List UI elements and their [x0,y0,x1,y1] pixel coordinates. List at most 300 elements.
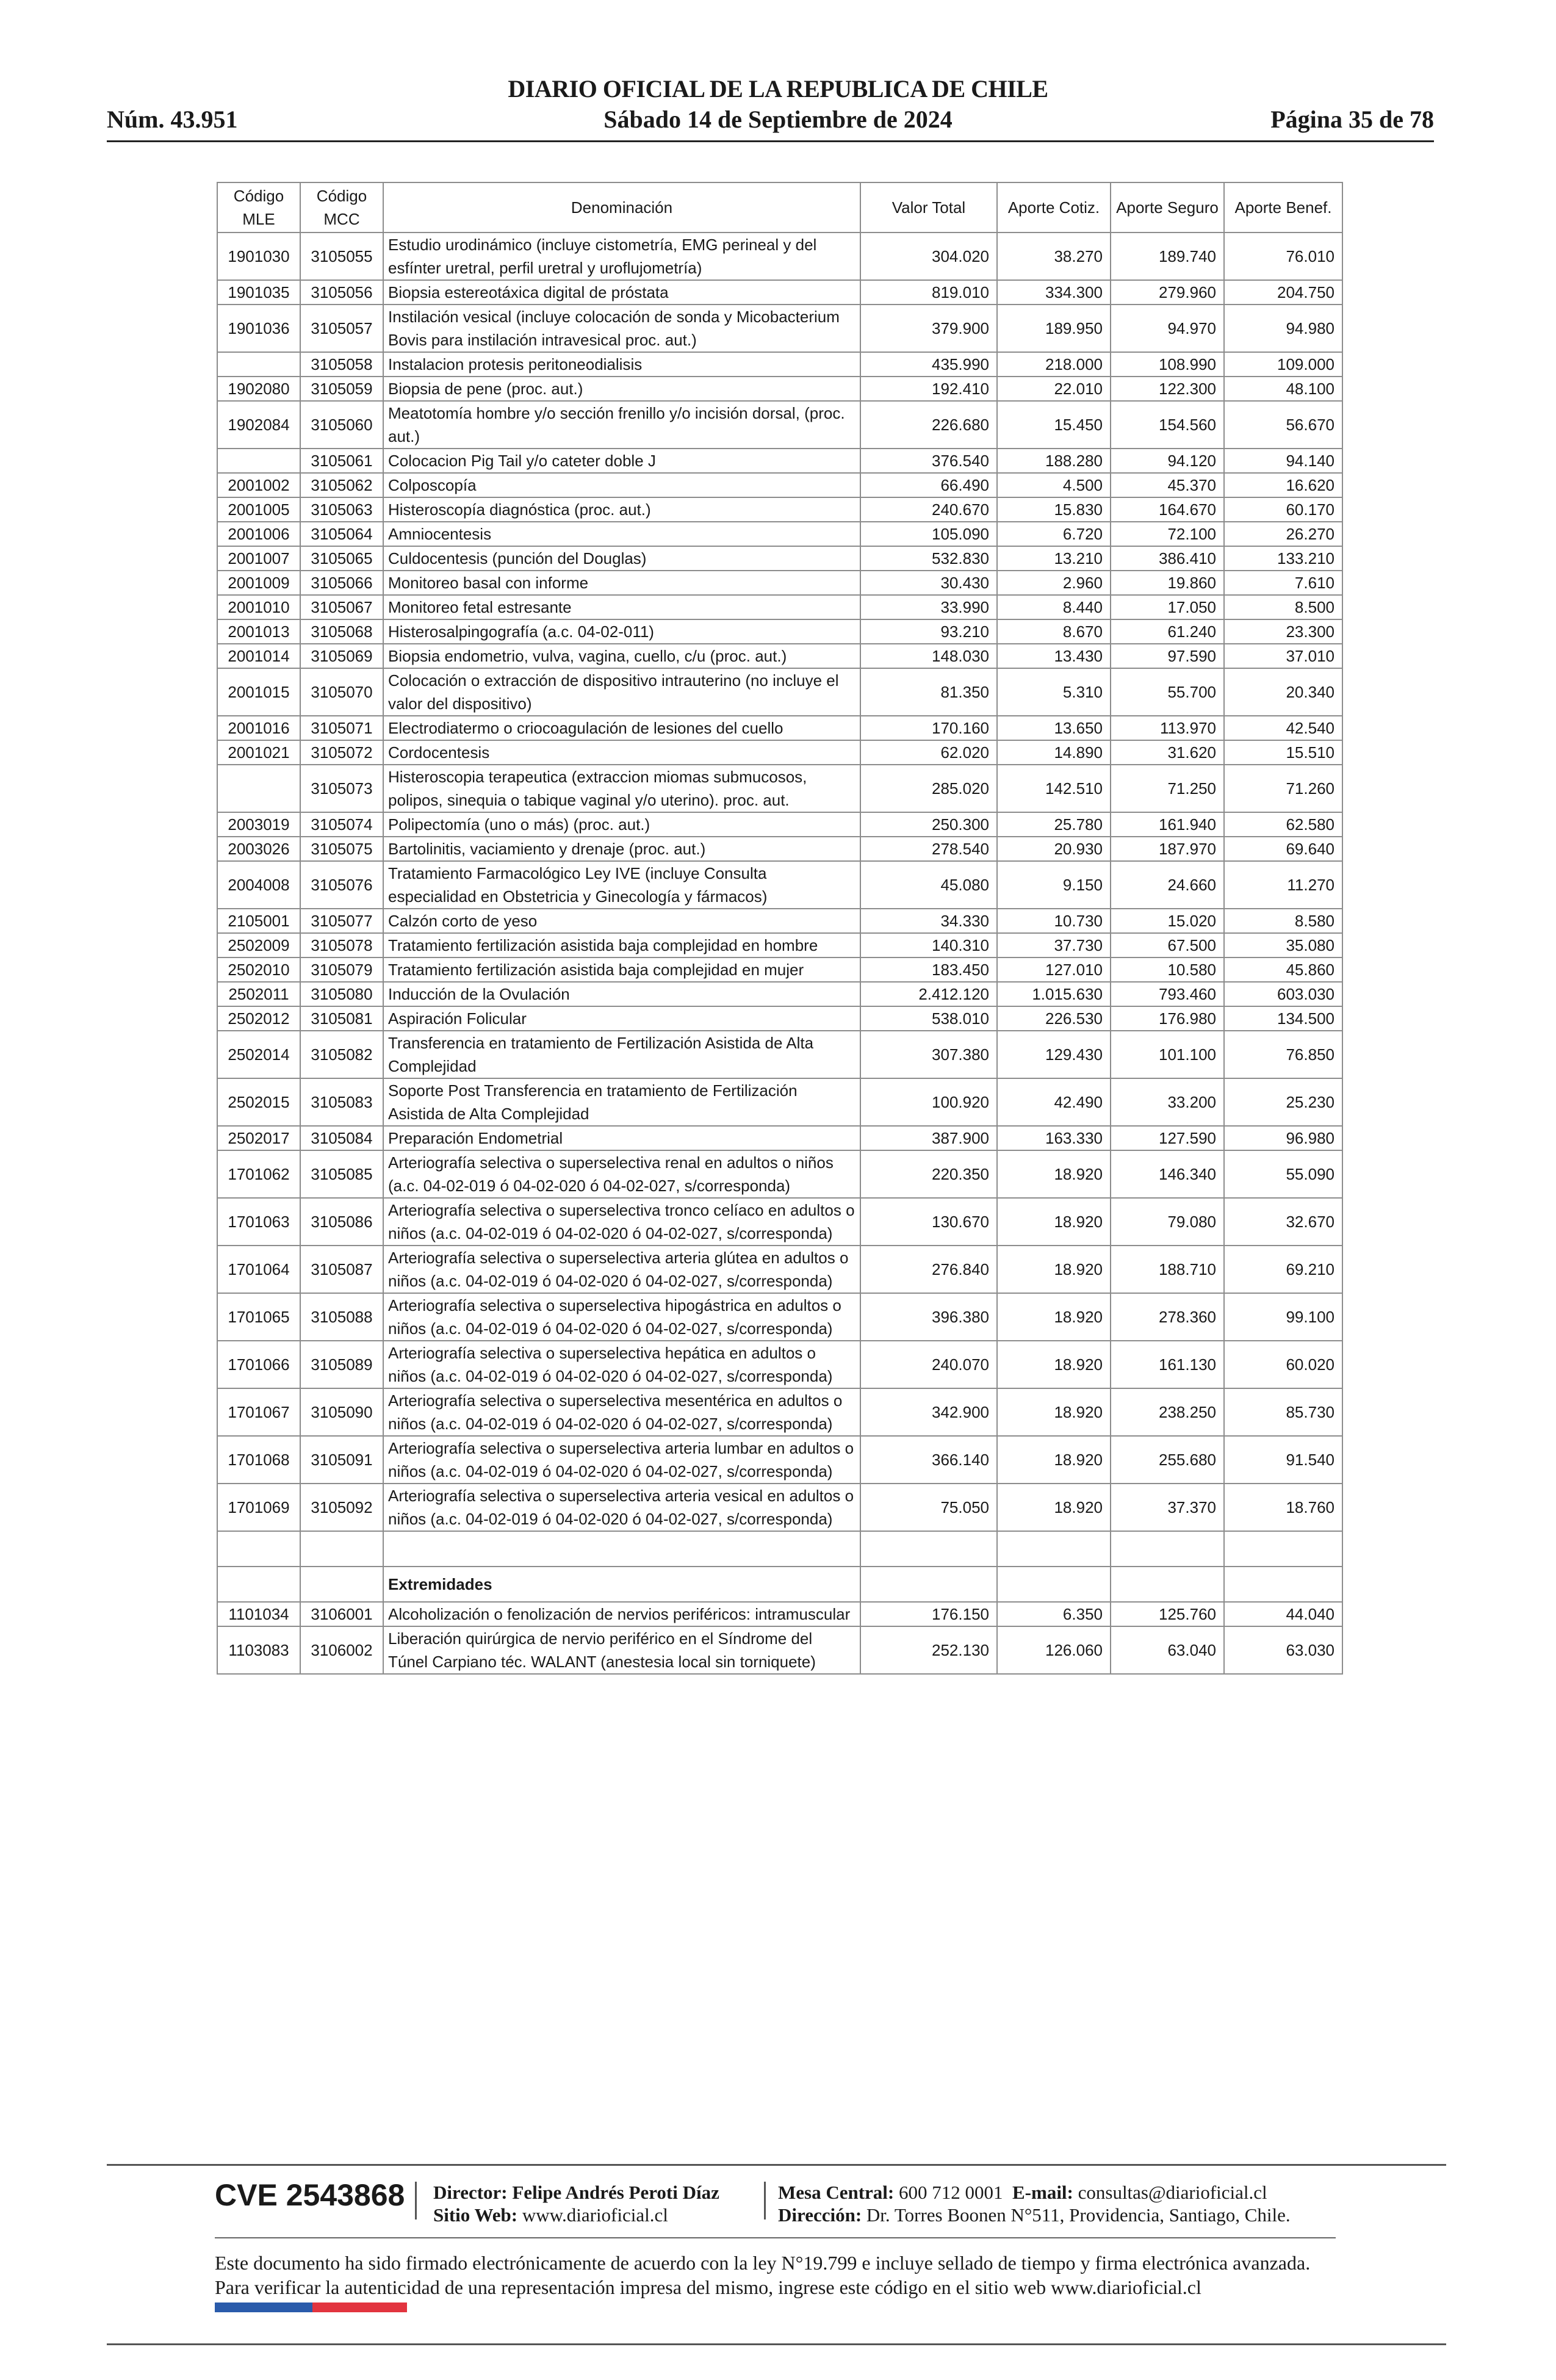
cell-aporte-benef: 62.580 [1224,812,1342,837]
cell-codigo-mcc: 3105083 [300,1078,383,1126]
cell-denominacion: Calzón corto de yeso [383,909,860,933]
cell-aporte-seguro: 164.670 [1111,497,1224,522]
cell-aporte-seguro: 63.040 [1111,1626,1224,1674]
contact-block [778,2181,1291,2226]
cell-aporte-seguro: 278.360 [1111,1293,1224,1341]
table-row [217,1246,1342,1293]
cell-aporte-cotiz: 18.920 [997,1150,1111,1198]
cell-aporte-benef: 42.540 [1224,716,1342,740]
cell-codigo-mcc: 3105068 [300,619,383,644]
empty-cell [1111,1531,1224,1567]
cell-valor-total: 250.300 [860,812,997,837]
cell-aporte-benef: 69.210 [1224,1246,1342,1293]
table-row [217,449,1342,473]
cell-codigo-mle: 2001021 [217,740,300,765]
cell-codigo-mle: 1701066 [217,1341,300,1388]
cell-denominacion: Arteriografía selectiva o superselectiva mesentérica en adultos o niños (a.c. 04-02-019 ó 04-02-020 ó 04-02-027, s/corresponda) [383,1388,860,1436]
cell-aporte-benef: 204.750 [1224,280,1342,305]
cell-denominacion: Estudio urodinámico (incluye cistometría, EMG perineal y del esfínter uretral, perfil uretral y uroflujometría) [383,233,860,280]
cell-aporte-seguro: 255.680 [1111,1436,1224,1484]
cell-codigo-mcc: 3105059 [300,377,383,401]
cell-aporte-cotiz: 18.920 [997,1293,1111,1341]
cell-aporte-benef: 76.850 [1224,1031,1342,1078]
header-aporte-benef: Aporte Benef. [1224,182,1342,233]
cell-codigo-mcc: 3105055 [300,233,383,280]
cell-aporte-cotiz: 1.015.630 [997,982,1111,1006]
cell-valor-total: 252.130 [860,1626,997,1674]
cell-aporte-cotiz: 18.920 [997,1484,1111,1531]
cell-valor-total: 226.680 [860,401,997,449]
cell-valor-total: 75.050 [860,1484,997,1531]
cell-aporte-cotiz: 15.830 [997,497,1111,522]
cell-valor-total: 33.990 [860,595,997,619]
header-valor-total: Valor Total [860,182,997,233]
cell-codigo-mle: 2001015 [217,668,300,716]
cell-aporte-benef: 94.140 [1224,449,1342,473]
cell-codigo-mcc: 3105064 [300,522,383,546]
cell-aporte-cotiz: 13.650 [997,716,1111,740]
table-header-row [217,182,1342,233]
cell-aporte-seguro: 97.590 [1111,644,1224,668]
cell-aporte-cotiz: 18.920 [997,1198,1111,1246]
cell-codigo-mle: 1901036 [217,305,300,352]
cell-aporte-benef: 56.670 [1224,401,1342,449]
cell-codigo-mle: 2001005 [217,497,300,522]
table-row [217,473,1342,497]
table-row [217,1126,1342,1150]
cell-aporte-cotiz: 20.930 [997,837,1111,861]
cell-aporte-benef: 76.010 [1224,233,1342,280]
mesa-label: Mesa Central: [778,2182,895,2203]
cell-valor-total: 34.330 [860,909,997,933]
cell-valor-total: 538.010 [860,1006,997,1031]
cell-codigo-mle: 1701064 [217,1246,300,1293]
cell-codigo-mle [217,352,300,377]
cell-aporte-benef: 26.270 [1224,522,1342,546]
cell-codigo-mle: 2001006 [217,522,300,546]
cell-valor-total: 100.920 [860,1078,997,1126]
cell-aporte-seguro: 188.710 [1111,1246,1224,1293]
cell-codigo-mle: 2001007 [217,546,300,571]
table-row [217,377,1342,401]
empty-cell [1224,1531,1342,1567]
cell-aporte-benef: 96.980 [1224,1126,1342,1150]
table-row [217,933,1342,957]
mesa-phone: 600 712 0001 [899,2182,1003,2203]
cell-aporte-cotiz: 15.450 [997,401,1111,449]
cell-aporte-benef: 20.340 [1224,668,1342,716]
table-row [217,765,1342,812]
table-row [217,1388,1342,1436]
cell-codigo-mle: 2001010 [217,595,300,619]
table-row [217,1150,1342,1198]
cell-valor-total: 379.900 [860,305,997,352]
cell-denominacion: Tratamiento fertilización asistida baja complejidad en hombre [383,933,860,957]
table-row [217,522,1342,546]
table-row [217,352,1342,377]
footer-divider-bottom [107,2343,1446,2345]
table-row [217,571,1342,595]
cell-aporte-cotiz: 2.960 [997,571,1111,595]
table-row [217,957,1342,982]
cell-codigo-mle: 1701068 [217,1436,300,1484]
cell-aporte-seguro: 108.990 [1111,352,1224,377]
cell-denominacion: Tratamiento Farmacológico Ley IVE (incluye Consulta especialidad en Obstetricia y Ginecología y fármacos) [383,861,860,909]
cell-valor-total: 62.020 [860,740,997,765]
cell-aporte-seguro: 187.970 [1111,837,1224,861]
table-row [217,1078,1342,1126]
cell-codigo-mle: 2001014 [217,644,300,668]
cell-aporte-cotiz: 22.010 [997,377,1111,401]
table-body [217,233,1342,1674]
cell-codigo-mle: 2001009 [217,571,300,595]
cell-denominacion: Arteriografía selectiva o superselectiva hipogástrica en adultos o niños (a.c. 04-02-019 ó 04-02-020 ó 04-02-027, s/corresponda) [383,1293,860,1341]
cell-codigo-mcc: 3105078 [300,933,383,957]
cell-aporte-benef: 94.980 [1224,305,1342,352]
cell-denominacion: Preparación Endometrial [383,1126,860,1150]
empty-cell [1224,1567,1342,1602]
cell-codigo-mcc: 3105081 [300,1006,383,1031]
cell-denominacion: Histeroscopia terapeutica (extraccion miomas submucosos, polipos, sinequia o tabique vaginal y/o uterino). proc. aut. [383,765,860,812]
cell-aporte-seguro: 45.370 [1111,473,1224,497]
cell-codigo-mle [217,449,300,473]
cell-codigo-mcc: 3105061 [300,449,383,473]
cell-valor-total: 93.210 [860,619,997,644]
table-row [217,305,1342,352]
cell-codigo-mcc: 3105090 [300,1388,383,1436]
cell-aporte-benef: 134.500 [1224,1006,1342,1031]
cell-aporte-seguro: 146.340 [1111,1150,1224,1198]
cell-aporte-seguro: 113.970 [1111,716,1224,740]
cell-valor-total: 170.160 [860,716,997,740]
cell-aporte-seguro: 94.120 [1111,449,1224,473]
cell-valor-total: 148.030 [860,644,997,668]
header-denominacion: Denominación [383,182,860,233]
cell-codigo-mle: 2003026 [217,837,300,861]
issue-date: Sábado 14 de Septiembre de 2024 [603,106,953,133]
empty-cell [997,1567,1111,1602]
cell-aporte-cotiz: 25.780 [997,812,1111,837]
cell-denominacion: Histeroscopía diagnóstica (proc. aut.) [383,497,860,522]
cell-codigo-mle: 2004008 [217,861,300,909]
cell-aporte-benef: 37.010 [1224,644,1342,668]
cell-valor-total: 45.080 [860,861,997,909]
cell-valor-total: 396.380 [860,1293,997,1341]
cell-aporte-cotiz: 6.720 [997,522,1111,546]
cell-aporte-seguro: 176.980 [1111,1006,1224,1031]
table-row [217,909,1342,933]
cell-codigo-mcc: 3105089 [300,1341,383,1388]
web-link[interactable]: www.diarioficial.cl [522,2204,668,2226]
cell-aporte-benef: 60.170 [1224,497,1342,522]
cell-aporte-cotiz: 334.300 [997,280,1111,305]
cell-denominacion: Arteriografía selectiva o superselectiva arteria glútea en adultos o niños (a.c. 04-02-019 ó 04-02-020 ó 04-02-027, s/corresponda) [383,1246,860,1293]
cell-denominacion: Bartolinitis, vaciamiento y drenaje (proc. aut.) [383,837,860,861]
empty-cell [860,1531,997,1567]
cell-codigo-mcc: 3105058 [300,352,383,377]
cell-aporte-benef: 23.300 [1224,619,1342,644]
cell-codigo-mle: 1701062 [217,1150,300,1198]
cell-aporte-seguro: 279.960 [1111,280,1224,305]
cell-aporte-seguro: 238.250 [1111,1388,1224,1436]
cell-aporte-seguro: 17.050 [1111,595,1224,619]
table-row [217,668,1342,716]
cell-denominacion: Alcoholización o fenolización de nervios periféricos: intramuscular [383,1602,860,1626]
cell-aporte-cotiz: 18.920 [997,1246,1111,1293]
cell-denominacion: Transferencia en tratamiento de Fertilización Asistida de Alta Complejidad [383,1031,860,1078]
cell-valor-total: 285.020 [860,765,997,812]
cell-codigo-mcc: 3105074 [300,812,383,837]
cell-aporte-seguro: 67.500 [1111,933,1224,957]
cell-denominacion: Biopsia de pene (proc. aut.) [383,377,860,401]
direccion-label: Dirección: [778,2204,862,2226]
cell-denominacion: Monitoreo basal con informe [383,571,860,595]
header-aporte-seguro: Aporte Seguro [1111,182,1224,233]
cell-codigo-mcc: 3105075 [300,837,383,861]
cell-aporte-benef: 8.580 [1224,909,1342,933]
cell-aporte-seguro: 24.660 [1111,861,1224,909]
cell-codigo-mle: 2502010 [217,957,300,982]
web-label: Sitio Web: [433,2204,518,2226]
cell-denominacion: Meatotomía hombre y/o sección frenillo y/o incisión dorsal, (proc. aut.) [383,401,860,449]
cell-valor-total: 387.900 [860,1126,997,1150]
cell-codigo-mle: 1701063 [217,1198,300,1246]
cell-aporte-seguro: 125.760 [1111,1602,1224,1626]
cell-aporte-cotiz: 5.310 [997,668,1111,716]
cell-valor-total: 30.430 [860,571,997,595]
cell-codigo-mle: 2001016 [217,716,300,740]
cell-aporte-benef: 63.030 [1224,1626,1342,1674]
cell-aporte-benef: 32.670 [1224,1198,1342,1246]
cell-valor-total: 192.410 [860,377,997,401]
cell-aporte-benef: 603.030 [1224,982,1342,1006]
cell-codigo-mle: 1103083 [217,1626,300,1674]
cell-denominacion: Biopsia endometrio, vulva, vagina, cuello, c/u (proc. aut.) [383,644,860,668]
cell-aporte-benef: 85.730 [1224,1388,1342,1436]
cell-aporte-seguro: 122.300 [1111,377,1224,401]
cell-aporte-cotiz: 18.920 [997,1388,1111,1436]
footer-divider-top [107,2164,1446,2166]
cell-aporte-benef: 25.230 [1224,1078,1342,1126]
cell-aporte-seguro: 154.560 [1111,401,1224,449]
cell-valor-total: 240.070 [860,1341,997,1388]
table-row [217,1006,1342,1031]
empty-cell [217,1531,300,1567]
cell-codigo-mle: 2001002 [217,473,300,497]
empty-cell [997,1531,1111,1567]
cell-codigo-mle: 2105001 [217,909,300,933]
cell-codigo-mle: 2003019 [217,812,300,837]
cell-valor-total: 376.540 [860,449,997,473]
cell-codigo-mcc: 3105092 [300,1484,383,1531]
cell-valor-total: 307.380 [860,1031,997,1078]
cell-aporte-benef: 48.100 [1224,377,1342,401]
empty-cell [1111,1567,1224,1602]
table-row [217,1198,1342,1246]
cell-codigo-mcc: 3105056 [300,280,383,305]
cell-codigo-mle: 2502017 [217,1126,300,1150]
cell-denominacion: Cordocentesis [383,740,860,765]
cell-aporte-cotiz: 6.350 [997,1602,1111,1626]
table-row [217,1293,1342,1341]
cell-denominacion: Colocacion Pig Tail y/o cateter doble J [383,449,860,473]
cell-codigo-mcc: 3105067 [300,595,383,619]
cell-aporte-seguro: 33.200 [1111,1078,1224,1126]
table-row [217,716,1342,740]
cell-denominacion: Arteriografía selectiva o superselectiva renal en adultos o niños (a.c. 04-02-019 ó 04-02-020 ó 04-02-027, s/corresponda) [383,1150,860,1198]
cell-aporte-seguro: 19.860 [1111,571,1224,595]
cell-aporte-cotiz: 126.060 [997,1626,1111,1674]
cell-aporte-cotiz: 13.430 [997,644,1111,668]
cell-valor-total: 2.412.120 [860,982,997,1006]
director-label: Director: [433,2182,508,2203]
table-row [217,982,1342,1006]
cell-codigo-mle: 1701069 [217,1484,300,1531]
cell-codigo-mcc: 3105086 [300,1198,383,1246]
cell-aporte-seguro: 101.100 [1111,1031,1224,1078]
cell-aporte-cotiz: 129.430 [997,1031,1111,1078]
table-row [217,644,1342,668]
table-row [217,837,1342,861]
cell-denominacion: Soporte Post Transferencia en tratamiento de Fertilización Asistida de Alta Complejidad [383,1078,860,1126]
cell-valor-total: 276.840 [860,1246,997,1293]
cell-aporte-seguro: 31.620 [1111,740,1224,765]
cell-aporte-benef: 15.510 [1224,740,1342,765]
cell-aporte-cotiz: 14.890 [997,740,1111,765]
table-row [217,1484,1342,1531]
empty-cell [860,1567,997,1602]
cell-codigo-mle: 2001013 [217,619,300,644]
cell-codigo-mcc: 3106001 [300,1602,383,1626]
cell-aporte-benef: 35.080 [1224,933,1342,957]
prestaciones-table [217,182,1343,1675]
cell-codigo-mle: 1902080 [217,377,300,401]
email-link[interactable]: consultas@diarioficial.cl [1078,2182,1267,2203]
footer-separator [415,2182,417,2220]
cell-codigo-mle: 2502011 [217,982,300,1006]
cell-aporte-seguro: 15.020 [1111,909,1224,933]
cell-valor-total: 183.450 [860,957,997,982]
cell-codigo-mcc: 3105066 [300,571,383,595]
table-row [217,1436,1342,1484]
cell-codigo-mcc: 3105076 [300,861,383,909]
cell-valor-total: 220.350 [860,1150,997,1198]
cell-codigo-mle: 2502015 [217,1078,300,1126]
cell-codigo-mcc: 3105082 [300,1031,383,1078]
cell-codigo-mle: 1701065 [217,1293,300,1341]
cell-denominacion: Arteriografía selectiva o superselectiva tronco celíaco en adultos o niños (a.c. 04-02-019 ó 04-02-020 ó 04-02-027, s/corresponda) [383,1198,860,1246]
table-row [217,619,1342,644]
section-header-row [217,1567,1342,1602]
cell-aporte-cotiz: 189.950 [997,305,1111,352]
cell-aporte-benef: 69.640 [1224,837,1342,861]
direccion-value: Dr. Torres Boonen N°511, Providencia, Santiago, Chile. [866,2204,1291,2226]
cell-aporte-seguro: 127.590 [1111,1126,1224,1150]
cell-denominacion: Colocación o extracción de dispositivo intrauterino (no incluye el valor del dispositivo) [383,668,860,716]
cell-codigo-mle: 1901035 [217,280,300,305]
cell-valor-total: 66.490 [860,473,997,497]
cell-codigo-mcc: 3105070 [300,668,383,716]
table-row [217,401,1342,449]
cell-codigo-mle: 2502012 [217,1006,300,1031]
cell-aporte-cotiz: 38.270 [997,233,1111,280]
cell-codigo-mle: 1101034 [217,1602,300,1626]
cell-denominacion: Monitoreo fetal estresante [383,595,860,619]
cell-codigo-mle: 2502014 [217,1031,300,1078]
cell-aporte-benef: 99.100 [1224,1293,1342,1341]
cell-codigo-mcc: 3105069 [300,644,383,668]
cell-codigo-mle: 1902084 [217,401,300,449]
cell-aporte-cotiz: 10.730 [997,909,1111,933]
cell-aporte-seguro: 793.460 [1111,982,1224,1006]
cell-aporte-benef: 133.210 [1224,546,1342,571]
cell-denominacion: Instalacion protesis peritoneodialisis [383,352,860,377]
table-row [217,1626,1342,1674]
cell-aporte-benef: 55.090 [1224,1150,1342,1198]
cell-aporte-cotiz: 4.500 [997,473,1111,497]
cell-codigo-mcc: 3105071 [300,716,383,740]
cell-aporte-seguro: 37.370 [1111,1484,1224,1531]
cell-codigo-mcc: 3105079 [300,957,383,982]
table-row [217,280,1342,305]
cell-codigo-mcc: 3105088 [300,1293,383,1341]
cell-aporte-cotiz: 37.730 [997,933,1111,957]
empty-cell [300,1567,383,1602]
cell-codigo-mcc: 3105091 [300,1436,383,1484]
cell-valor-total: 435.990 [860,352,997,377]
legal-notice: Este documento ha sido firmado electrónicamente de acuerdo con la ley N°19.799 e incluye sellado de tiempo y firma electrónica avanzada. Para verificar la autenticidad de una representación impresa del mismo, ingrese este código en el sitio web www.diarioficial.cl [215,2252,1311,2298]
flag-stripe-red [312,2302,407,2312]
cell-codigo-mcc: 3105077 [300,909,383,933]
cell-denominacion: Arteriografía selectiva o superselectiva hepática en adultos o niños (a.c. 04-02-019 ó 04-02-020 ó 04-02-027, s/corresponda) [383,1341,860,1388]
cell-aporte-cotiz: 163.330 [997,1126,1111,1150]
cell-aporte-benef: 45.860 [1224,957,1342,982]
cell-denominacion: Arteriografía selectiva o superselectiva arteria lumbar en adultos o niños (a.c. 04-02-019 ó 04-02-020 ó 04-02-027, s/corresponda) [383,1436,860,1484]
cell-aporte-cotiz: 218.000 [997,352,1111,377]
cell-valor-total: 532.830 [860,546,997,571]
cell-codigo-mle: 1901030 [217,233,300,280]
cell-denominacion: Colposcopía [383,473,860,497]
table-row [217,1602,1342,1626]
cell-aporte-seguro: 55.700 [1111,668,1224,716]
cell-denominacion: Electrodiatermo o criocoagulación de lesiones del cuello [383,716,860,740]
cell-valor-total: 130.670 [860,1198,997,1246]
footer-divider-middle [215,2237,1336,2238]
cell-codigo-mcc: 3106002 [300,1626,383,1674]
cell-aporte-seguro: 10.580 [1111,957,1224,982]
cell-aporte-seguro: 94.970 [1111,305,1224,352]
cell-denominacion: Culdocentesis (punción del Douglas) [383,546,860,571]
cell-valor-total: 140.310 [860,933,997,957]
cell-aporte-benef: 44.040 [1224,1602,1342,1626]
header-codigo-mcc: Código MCC [300,182,383,233]
cell-denominacion: Aspiración Folicular [383,1006,860,1031]
table-row [217,1031,1342,1078]
empty-cell [217,1567,300,1602]
cell-valor-total: 342.900 [860,1388,997,1436]
cell-denominacion: Arteriografía selectiva o superselectiva arteria vesical en adultos o niños (a.c. 04-02-019 ó 04-02-020 ó 04-02-027, s/corresponda) [383,1484,860,1531]
empty-cell [383,1531,860,1567]
cell-valor-total: 105.090 [860,522,997,546]
cell-aporte-seguro: 161.130 [1111,1341,1224,1388]
cell-codigo-mcc: 3105087 [300,1246,383,1293]
cell-aporte-seguro: 161.940 [1111,812,1224,837]
cell-aporte-benef: 11.270 [1224,861,1342,909]
table-row [217,497,1342,522]
cell-aporte-benef: 18.760 [1224,1484,1342,1531]
email-label: E-mail: [1012,2182,1073,2203]
table-row [217,812,1342,837]
